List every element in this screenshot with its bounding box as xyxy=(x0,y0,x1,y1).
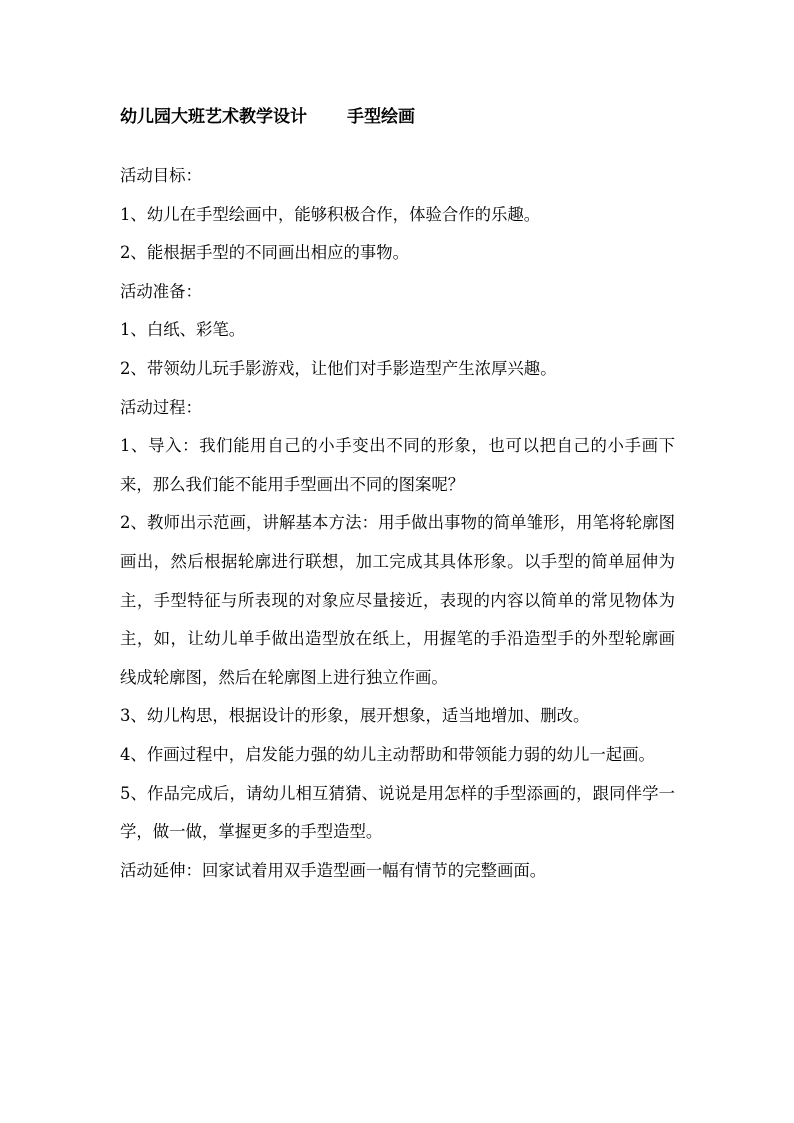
goal-heading: 活动目标： xyxy=(120,166,202,185)
process-item-3: 3、幼儿构思，根据设计的形象，展开想象，适当地增加、删改。 xyxy=(120,706,590,726)
extension-paragraph: 活动延伸：回家试着用双手造型画一幅有情节的完整画面。 xyxy=(120,860,547,880)
prep-item-1: 1、白纸、彩笔。 xyxy=(120,320,246,340)
prep-item-2: 2、带领幼儿玩手影游戏，让他们对手影造型产生浓厚兴趣。 xyxy=(120,358,557,378)
process-item-4: 4、作画过程中，启发能力强的幼儿主动帮助和带领能力弱的幼儿一起画。 xyxy=(120,744,655,764)
process-item-1: 1、导入：我们能用自己的小手变出不同的形象，也可以把自己的小手画下来，那么我们能不能用手型画出不同的图案呢？ xyxy=(120,436,675,494)
title-main: 幼儿园大班艺术教学设计 xyxy=(120,107,307,127)
document-title xyxy=(120,103,675,131)
title-sub: 手型绘画 xyxy=(347,107,415,127)
prep-heading: 活动准备： xyxy=(120,281,202,301)
document-body xyxy=(120,157,675,890)
document-page xyxy=(120,103,675,890)
process-heading: 活动过程： xyxy=(120,397,202,417)
process-item-5: 5、作品完成后，请幼儿相互猜猜、说说是用怎样的手型添画的，跟同伴学一学，做一做，掌握更多的手型造型。 xyxy=(120,783,675,842)
process-item-2: 2、教师出示范画，讲解基本方法：用手做出事物的简单雏形，用笔将轮廓图画出，然后根据轮廓进行联想，加工完成其具体形象。以手型的简单屈伸为主，手型特征与所表现的对象应尽量接近，表现的内容以简单的常见物体为主，如，让幼儿单手做出造型放在纸上，用握笔的手沿造型手的外型轮廓画线成轮廓图，然后在轮廓图上进行独立作画。 xyxy=(120,513,675,687)
goal-item-1: 1、幼儿在手型绘画中，能够积极合作，体验合作的乐趣。 xyxy=(120,204,541,224)
goal-item-2: 2、能根据手型的不同画出相应的事物。 xyxy=(120,243,410,263)
